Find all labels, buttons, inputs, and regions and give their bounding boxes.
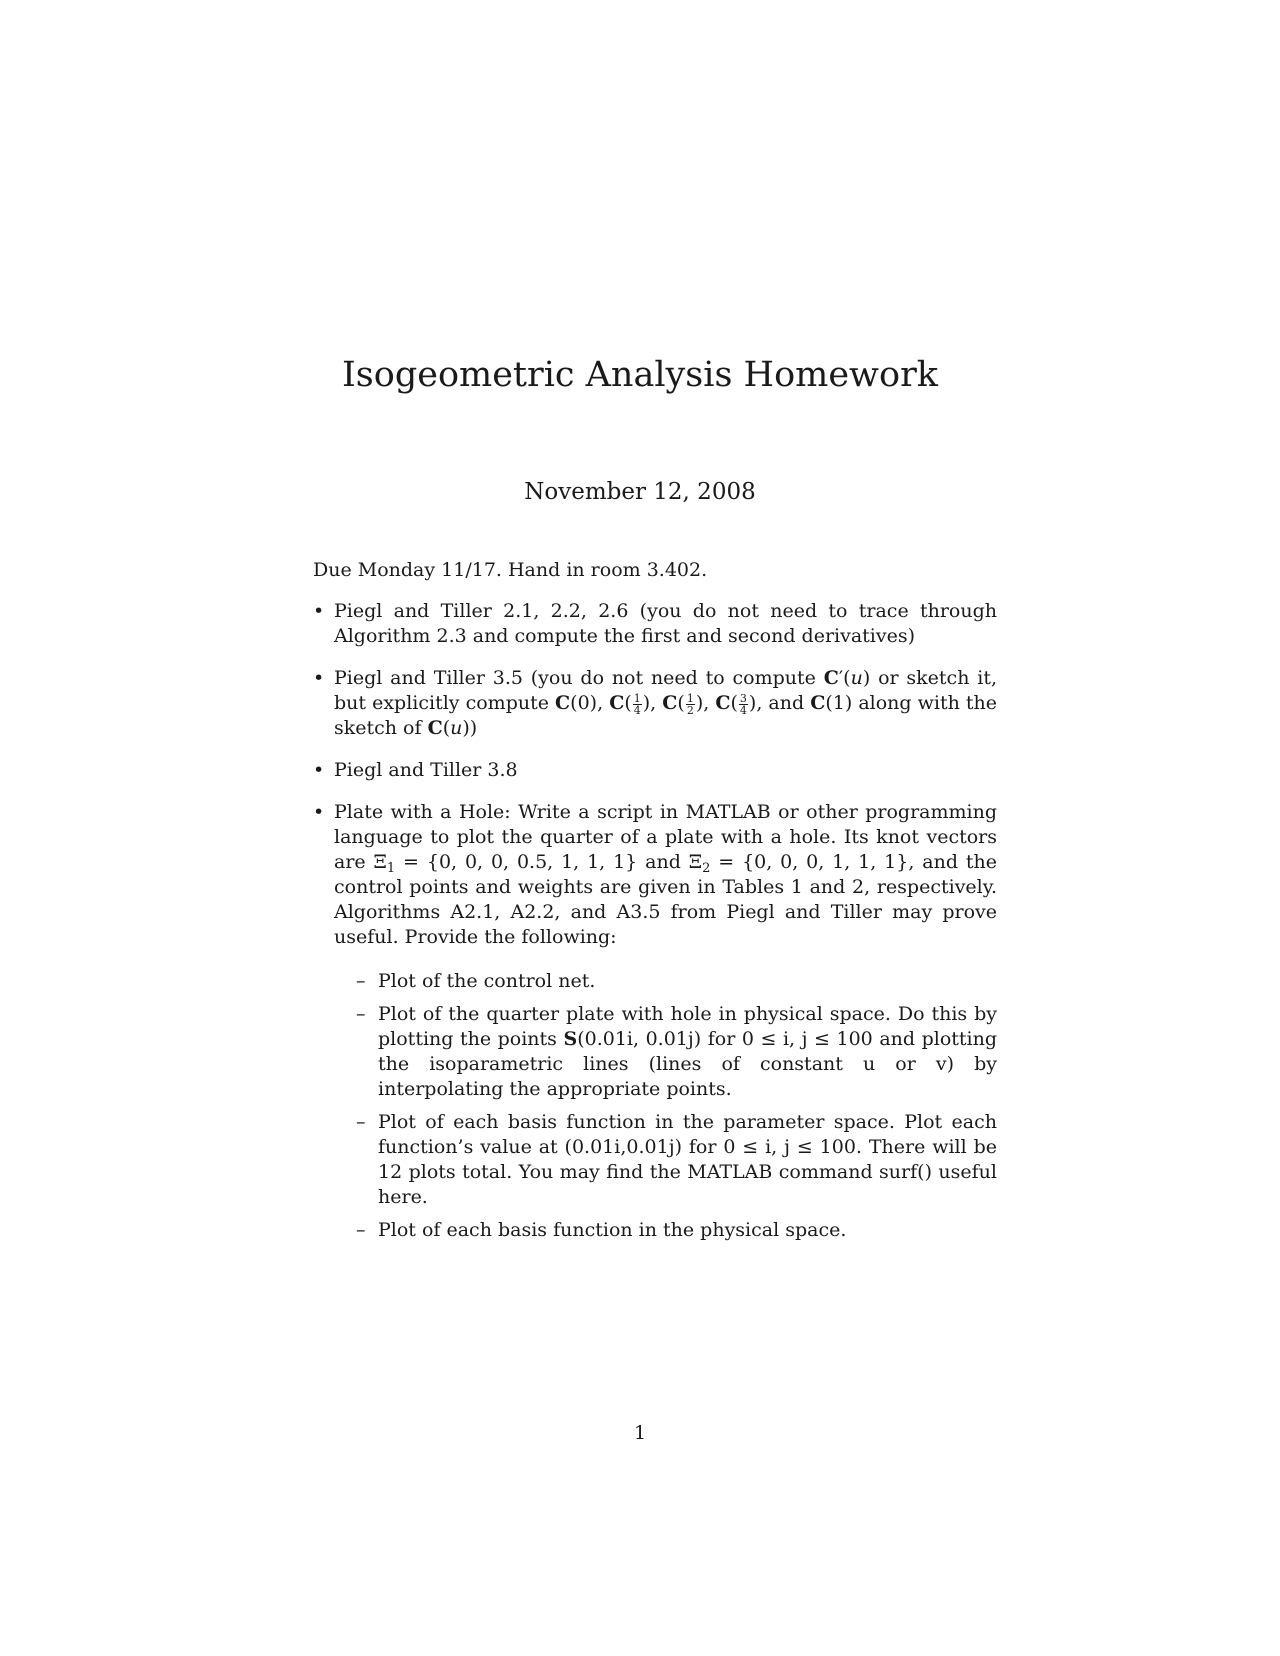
document-title: Isogeometric Analysis Homework bbox=[341, 355, 939, 395]
bullet-item-3: • Piegl and Tiller 3.8 bbox=[313, 758, 997, 783]
bullet-item-4: • Plate with a Hole: Write a script in MATLAB or other programming language to plot the quarter of a plate with a hole. Its knot vectors are $\Xi_1 = \{0$, 0, 0, 0.5, 1, 1, 1} and $\Xi_2 = \{0$, 0, 0, 1, 1, 1}, and the control points and weights are given in Tables 1 and 2, respectively. Algorithms A2.1, A2.2, and A3.5 from Piegl and Tiller may prove useful. Provide the following: – Plot of the control net. – Plot of the quarter plate with hole in physical space. Do this by plotting the points S(0.01i, 0.01j) for 0 ≤ i, j ≤ 100 and plotting the isoparametric lines (lines of constant u or v) by interpolating the appropriate points. – Plot of each basis function in the parameter space. Plot each function’s value at (0.01i,0.01j) for 0 ≤ i, j ≤ 100. There will be 12 plots total. You may find the MATLAB command surf() useful here. – Plot of each basis function in the physical space. bbox=[313, 800, 997, 1243]
math-C: C bbox=[427, 717, 443, 739]
math-C: C bbox=[662, 692, 678, 714]
math-S: S bbox=[563, 1028, 578, 1050]
due-line: Due Monday 11/17. Hand in room 3.402. bbox=[313, 559, 708, 581]
bullet-list bbox=[313, 599, 997, 1243]
fraction-one-quarter: $\frac{1}{4}$ bbox=[633, 691, 641, 717]
sub-list bbox=[334, 969, 997, 1243]
document-date: November 12, 2008 bbox=[524, 479, 756, 505]
sub-item-2: – Plot of the quarter plate with hole in physical space. Do this by plotting the points S(0.01i, 0.01j) for 0 ≤ i, j ≤ 100 and plotting the isoparametric lines (lines of constant u or v) by interpolating the appropriate points. bbox=[334, 1002, 997, 1102]
math-arg: (0), bbox=[570, 692, 610, 714]
item2-text-a: Piegl and Tiller 3.5 (you do not need to compute bbox=[334, 667, 824, 689]
knot-vector-1: = {0, 0, 0, 0.5, 1, 1, 1} and bbox=[395, 851, 689, 873]
math-u: u bbox=[450, 717, 463, 739]
item2-text-b: ) or sketch it, but explicitly compute bbox=[334, 667, 997, 714]
math-xi: Ξ bbox=[373, 851, 387, 873]
math-xi: Ξ bbox=[688, 851, 703, 873]
bullet-item-1: • Piegl and Tiller 2.1, 2.2, 2.6 (you do not need to trace through Algorithm 2.3 and compute the first and second derivatives) bbox=[313, 599, 997, 649]
sub-item-3: – Plot of each basis function in the parameter space. Plot each function’s value at (0.01i,0.01j) for 0 ≤ i, j ≤ 100. There will be 12 plots total. You may find the MATLAB command surf() useful here. bbox=[334, 1110, 997, 1210]
page-number: 1 bbox=[633, 1422, 647, 1444]
math-C: C bbox=[609, 692, 625, 714]
math-u: u bbox=[850, 667, 863, 689]
math-C: C bbox=[715, 692, 731, 714]
knot-vector-2: = {0, 0, 0, 1, 1, 1} bbox=[710, 851, 909, 873]
bullet-item-2: • Piegl and Tiller 3.5 (you do not need to compute C′(u) or sketch it, but explicitly compute C(0), C( $\frac{1}{4}$ ), C( $\frac{1}{2}$ ), C( $\frac{3}{4}$ ), and C(1) along with the sketch of C(u)) bbox=[313, 666, 997, 741]
math-prime: ′( bbox=[838, 667, 851, 689]
document-body bbox=[313, 558, 997, 1260]
sub-item-1: – Plot of the control net. bbox=[334, 969, 997, 994]
math-C: C bbox=[555, 692, 571, 714]
fraction-three-quarters: $\frac{3}{4}$ bbox=[739, 691, 747, 717]
item2-text-c: (1) along with the sketch of bbox=[334, 692, 998, 739]
item4-text-a: Plate with a Hole: Write a script in MATLAB or other programming language to plot the quarter of a plate with a hole. Its knot vectors are bbox=[334, 801, 997, 873]
fraction-one-half: $\frac{1}{2}$ bbox=[686, 691, 694, 717]
item2-text-and: ), and bbox=[748, 692, 811, 714]
math-C: C bbox=[810, 692, 826, 714]
sub-item-4: – Plot of each basis function in the physical space. bbox=[334, 1218, 997, 1243]
math-C: C bbox=[823, 667, 839, 689]
item4-text-b: , and the control points and weights are given in Tables 1 and 2, respectively. Algorithms A2.1, A2.2, and A3.5 from Piegl and Tiller may prove useful. Provide the following: bbox=[334, 851, 997, 948]
